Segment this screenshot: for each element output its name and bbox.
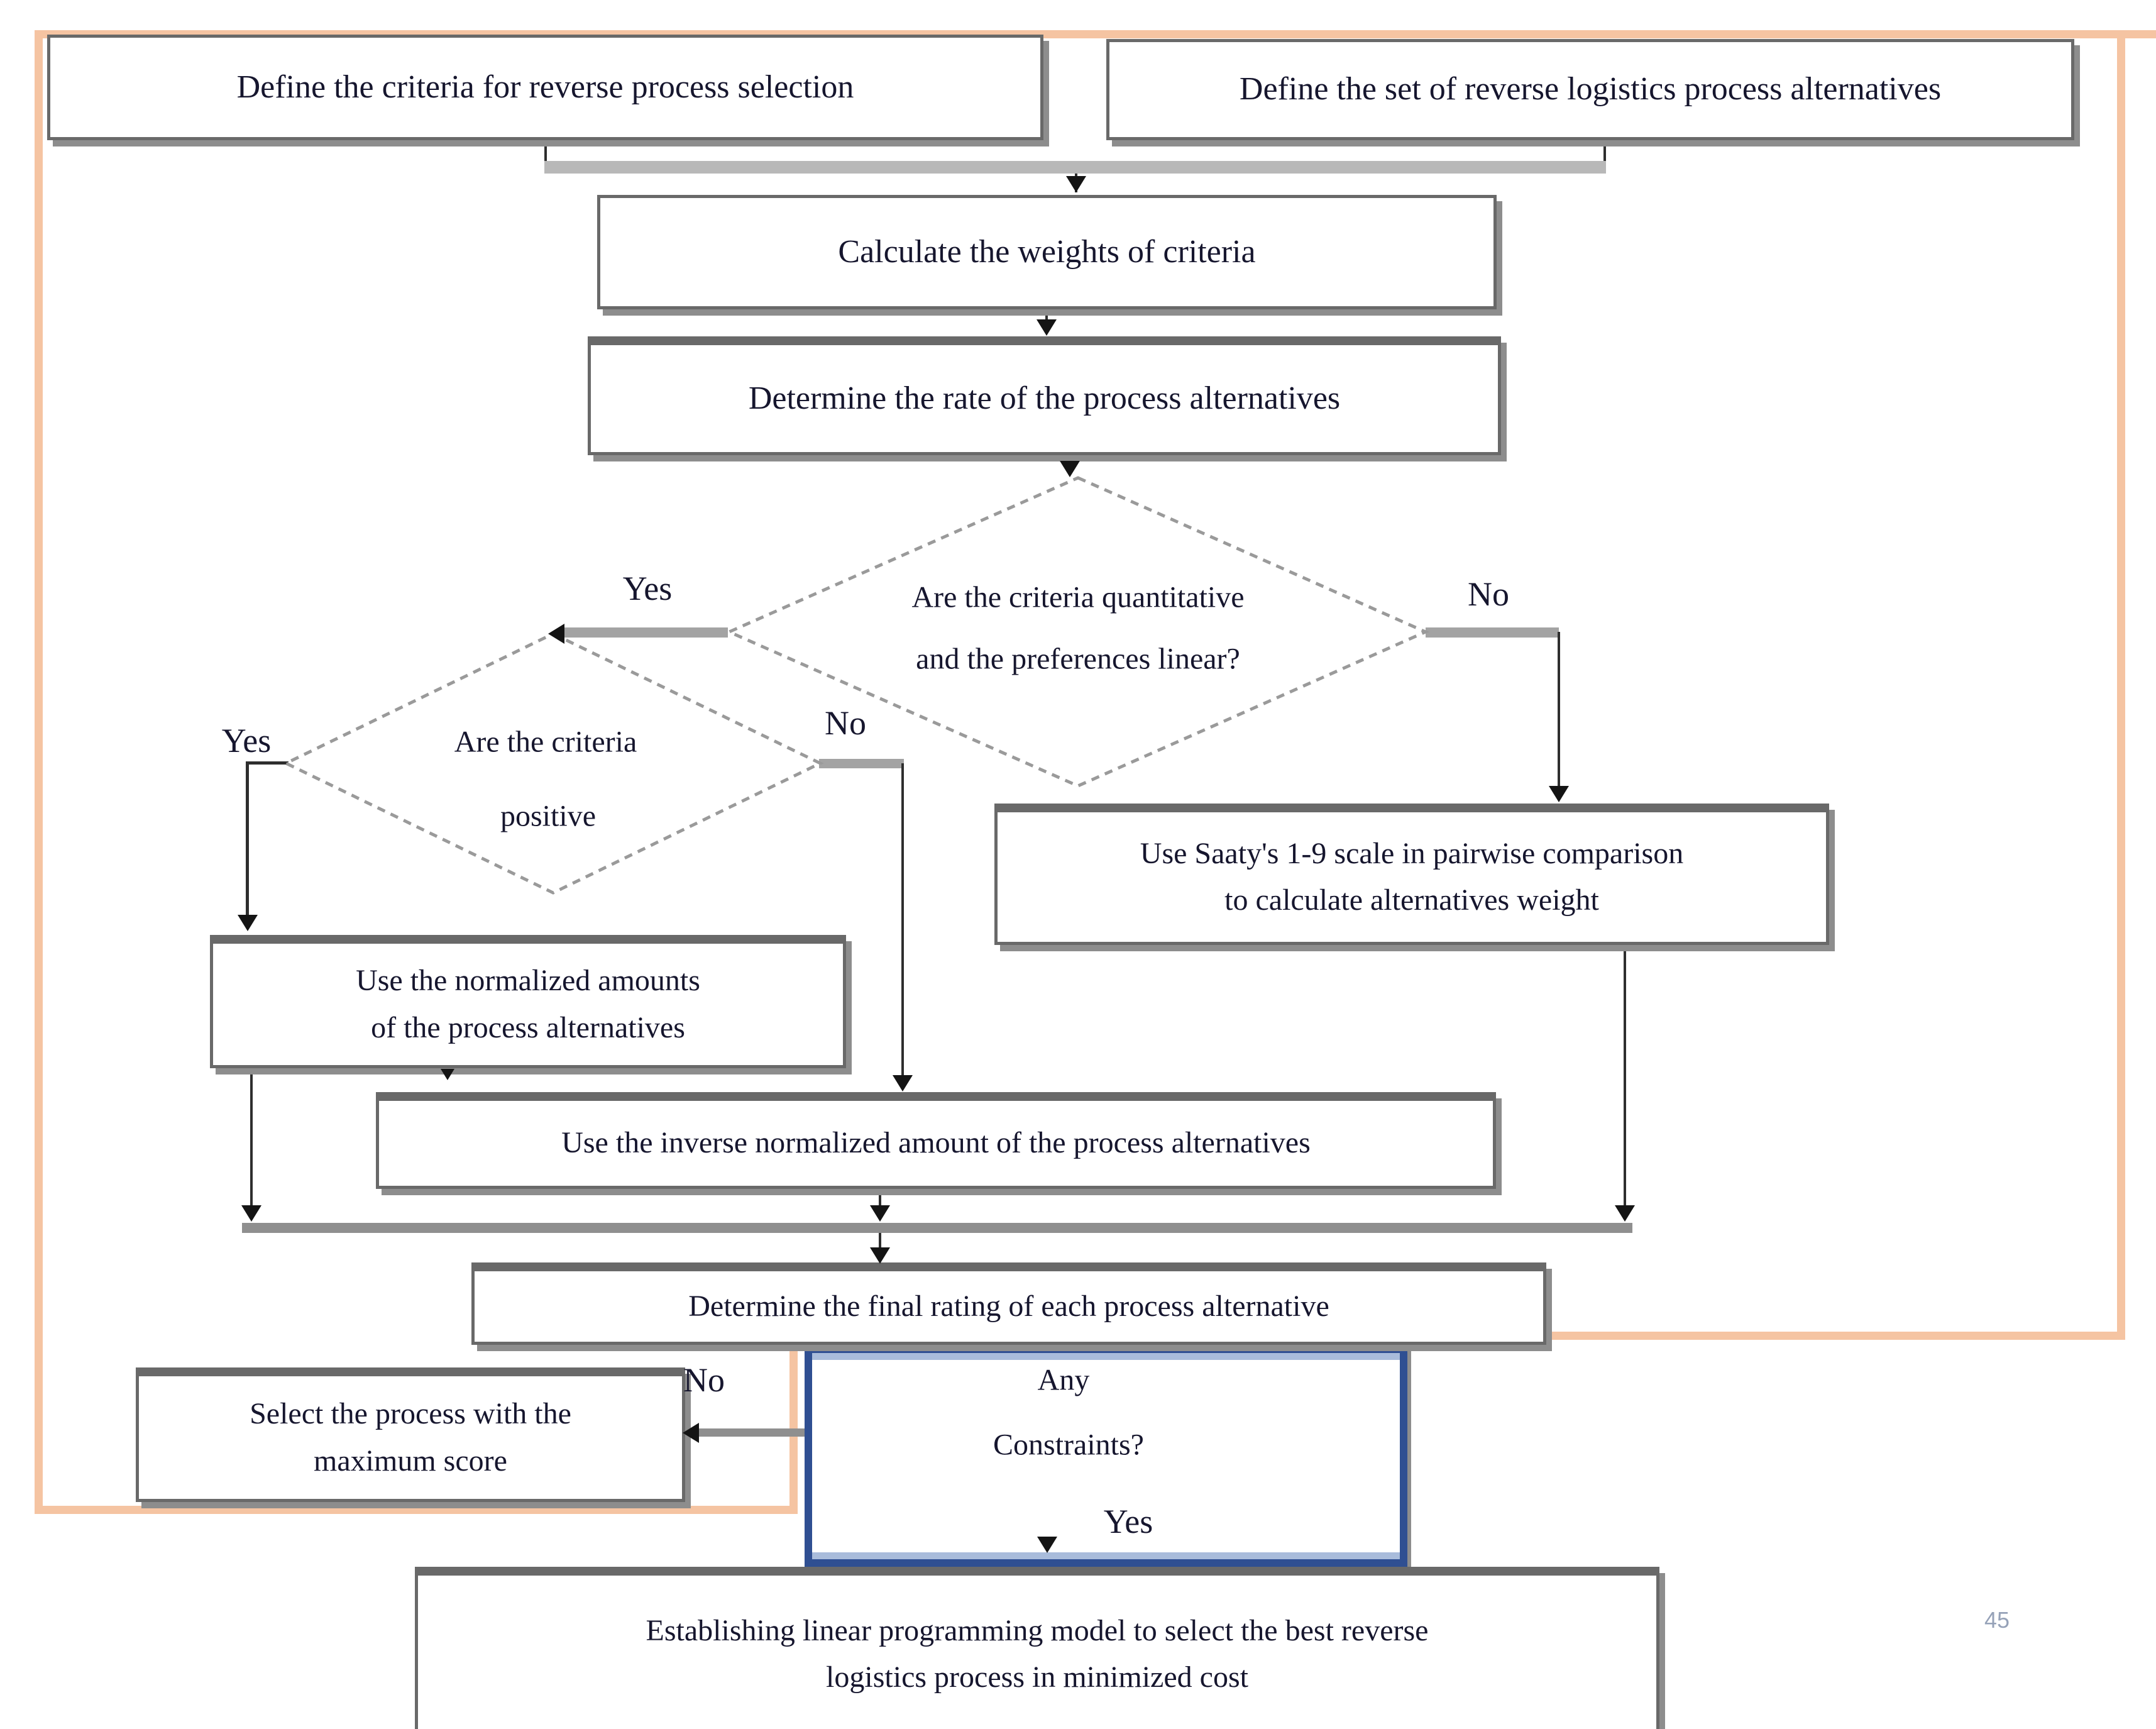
node-determine-rate xyxy=(588,336,1501,455)
node-normalized xyxy=(210,935,846,1068)
arrowhead-to-calc xyxy=(1066,176,1086,192)
arrowhead-to-inverse xyxy=(893,1075,913,1091)
arrowhead-normalized-stub xyxy=(441,1069,454,1080)
label-constraints-no: No xyxy=(683,1361,725,1399)
page-number: 45 xyxy=(1984,1607,2010,1633)
arrowhead-to-rate xyxy=(1037,319,1057,336)
node-normalized-line1: Use the normalized amounts xyxy=(356,964,700,998)
node-select-max-line2: maximum score xyxy=(314,1444,507,1478)
node-calc-weights xyxy=(597,195,1497,309)
diamond-constraints-line1: Any xyxy=(1037,1363,1090,1397)
arrowhead-to-saaty xyxy=(1549,786,1569,802)
node-define-criteria-label: Define the criteria for reverse process selection xyxy=(236,69,854,105)
node-define-criteria xyxy=(47,35,1043,140)
node-select-max-line1: Select the process with the xyxy=(250,1397,571,1431)
arrowhead-to-select xyxy=(683,1423,699,1443)
diamond-quantitative-line2: and the preferences linear? xyxy=(916,642,1240,676)
node-establishing-line2: logistics process in minimized cost xyxy=(826,1660,1248,1694)
node-determine-final xyxy=(471,1262,1546,1345)
label-positive-yes: Yes xyxy=(221,722,272,760)
node-normalized-line2: of the process alternatives xyxy=(371,1010,685,1044)
node-define-set xyxy=(1106,39,2074,140)
node-inverse-normalized xyxy=(376,1092,1496,1189)
arrowhead-quant-yes xyxy=(548,624,564,644)
label-constraints-yes: Yes xyxy=(1103,1503,1153,1540)
node-define-set-label: Define the set of reverse logistics process alternatives xyxy=(1239,71,1942,108)
diamond-positive-line2: positive xyxy=(500,799,596,833)
node-calc-weights-label: Calculate the weights of criteria xyxy=(838,233,1256,270)
arrowhead-inverse-merge xyxy=(870,1205,890,1222)
diamond-constraints-line2: Constraints? xyxy=(993,1428,1144,1462)
diamond-quantitative-line1: Are the criteria quantitative xyxy=(911,580,1245,614)
node-saaty-line1: Use Saaty's 1-9 scale in pairwise comparison xyxy=(1140,836,1684,870)
arrowhead-to-normalized xyxy=(238,915,258,931)
diamond-positive xyxy=(286,634,820,893)
label-positive-no: No xyxy=(825,704,866,742)
arrowhead-to-establishing xyxy=(1037,1537,1057,1553)
node-establishing xyxy=(415,1567,1659,1729)
arrowhead-to-final xyxy=(870,1247,890,1264)
arrowhead-saaty-merge xyxy=(1615,1205,1635,1222)
node-determine-rate-label: Determine the rate of the process alternatives xyxy=(748,380,1341,416)
node-determine-final-label: Determine the final rating of each process alternative xyxy=(688,1289,1329,1323)
label-quant-no: No xyxy=(1468,575,1509,613)
arrowhead-to-quant xyxy=(1060,461,1080,477)
node-select-max xyxy=(136,1367,685,1502)
node-establishing-line1: Establishing linear programming model to select the best reverse xyxy=(646,1613,1429,1647)
node-saaty-line2: to calculate alternatives weight xyxy=(1224,883,1599,917)
arrowhead-normalized-merge xyxy=(241,1205,261,1222)
node-inverse-normalized-label: Use the inverse normalized amount of the process alternatives xyxy=(561,1126,1311,1160)
node-saaty xyxy=(994,804,1829,945)
diamond-positive-line1: Are the criteria xyxy=(454,725,637,759)
label-quant-yes: Yes xyxy=(622,570,673,607)
